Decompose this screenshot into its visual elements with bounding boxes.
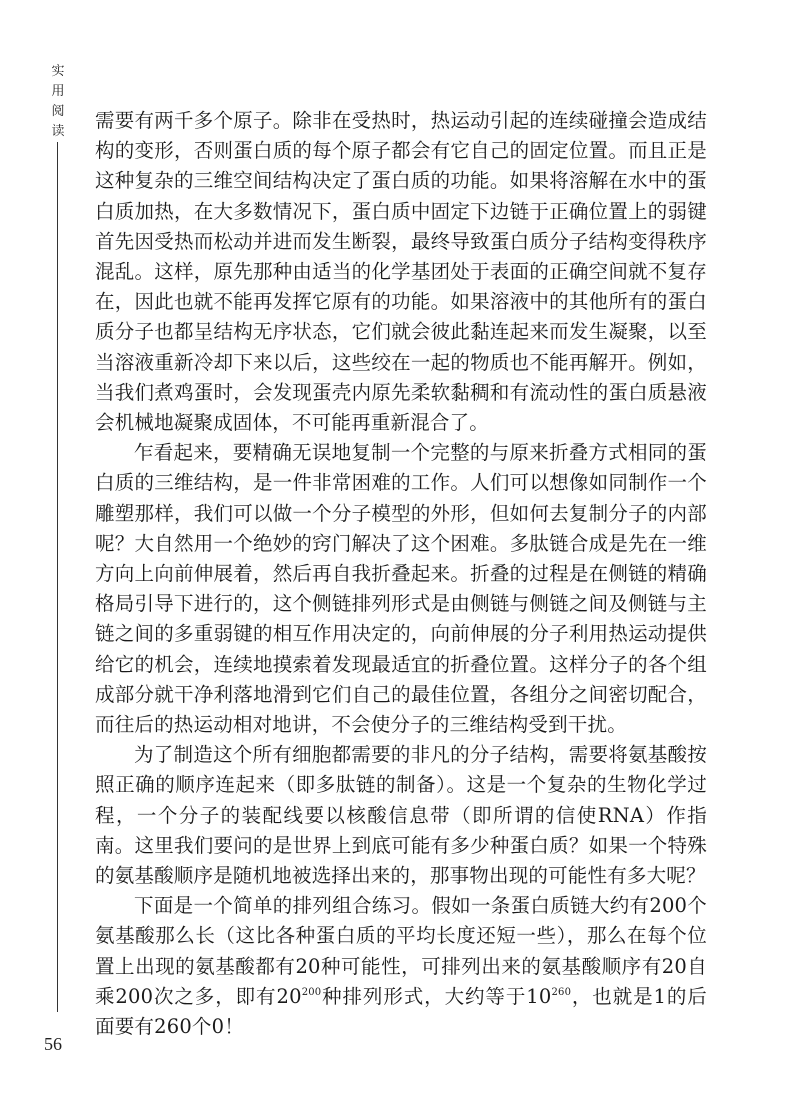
paragraph-1: 需要有两千多个原子。除非在受热时，热运动引起的连续碰撞会造成结构的变形，否则蛋白质的每个原子都会有它自己的固定位置。而且正是这种复杂的三维空间结构决定了蛋白质的功能。如果将溶解在水中的蛋白质加热，在大多数情况下，蛋白质中固定下边链于正确位置上的弱键首先因受热而松动并进而发生断裂，最终导致蛋白质分子结构变得秩序混乱。这样，原先那种由适当的化学基团处于表面的正确空间就不复存在，因此也就不能再发挥它原有的功能。如果溶液中的其他所有的蛋白质分子也都呈结构无序状态，它们就会彼此黏连起来而发生凝聚，以至当溶液重新冷却下来以后，这些绞在一起的物质也不能再解开。例如，当我们煮鸡蛋时，会发现蛋壳内原先柔软黏稠和有流动性的蛋白质悬液会机械地凝聚成固体，不可能再重新混合了。 (95, 109, 707, 435)
margin-rule (57, 142, 58, 1012)
paragraph-4 (95, 891, 707, 1042)
running-section-label: 实用阅读 (51, 64, 65, 139)
paragraph-4-text-b: 种排列形式，大约等于10 (321, 984, 552, 1008)
page-number: 56 (44, 1034, 62, 1054)
paragraph-4-text-a: 下面是一个简单的排列组合练习。假如一条蛋白质链大约有200个氨基酸那么长（这比各种蛋白质的平均长度还短一些），那么在每个位置上出现的氨基酸都有20种可能性，可排列出来的氨基酸顺序有20自乘200次之多，即有20 (95, 894, 707, 1008)
exponent-260: 260 (551, 986, 572, 998)
body-text (95, 106, 707, 1042)
paragraph-3: 为了制造这个所有细胞都需要的非凡的分子结构，需要将氨基酸按照正确的顺序连起来（即多肽链的制备）。这是一个复杂的生物化学过程，一个分子的装配线要以核酸信息带（即所谓的信使RNA）作指南。这里我们要问的是世界上到底可能有多少种蛋白质？如果一个特殊的氨基酸顺序是随机地被选择出来的，那事物出现的可能性有多大呢？ (95, 743, 707, 888)
paragraph-4-text-c: ，也就是1的后面要有260个0！ (95, 984, 708, 1039)
paragraph-2: 乍看起来，要精确无误地复制一个完整的与原来折叠方式相同的蛋白质的三维结构，是一件非常困难的工作。人们可以想像如同制作一个雕塑那样，我们可以做一个分子模型的外形，但如何去复制分子的内部呢？大自然用一个绝妙的窍门解决了这个困难。多肽链合成是先在一维方向上向前伸展着，然后再自我折叠起来。折叠的过程是在侧链的精确格局引导下进行的，这个侧链排列形式是由侧链与侧链之间及侧链与主链之间的多重弱键的相互作用决定的，向前伸展的分子利用热运动提供给它的机会，连续地摸索着发现最适宜的折叠位置。这样分子的各个组成部分就干净利落地滑到它们自己的最佳位置，各组分之间密切配合，而往后的热运动相对地讲，不会使分子的三维结构受到干扰。 (95, 441, 707, 737)
exponent-200: 200 (301, 986, 322, 998)
